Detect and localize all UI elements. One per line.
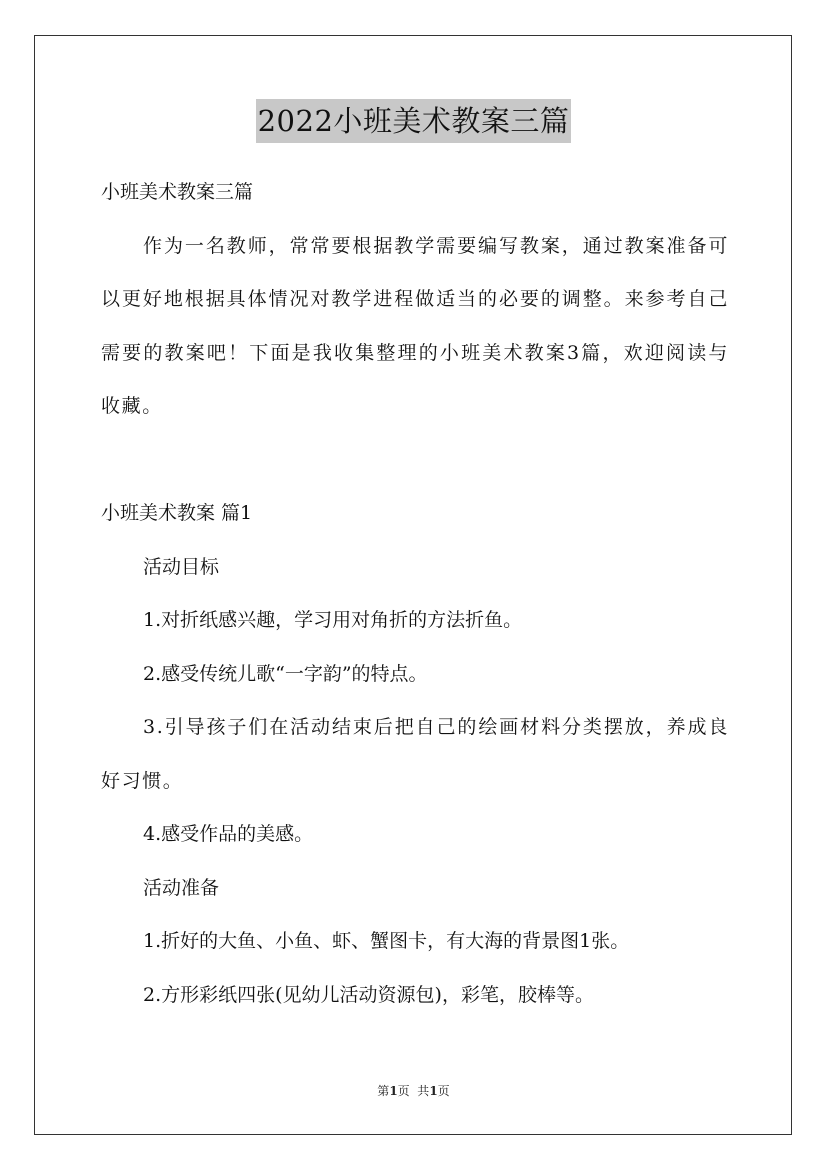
footer-page-mid: 页 共	[397, 1084, 430, 1098]
document-subtitle: 小班美术教案三篇	[101, 181, 254, 203]
spacer	[101, 434, 729, 488]
goal-item: 3.引导孩子们在活动结束后把自己的绘画材料分类摆放，养成良好习惯。	[101, 716, 729, 792]
prep-item: 2.方形彩纸四张(见幼儿活动资源包)，彩笔，胶棒等。	[143, 983, 594, 1006]
footer-page-total: 1	[429, 1084, 438, 1098]
title-container	[0, 99, 827, 143]
prep-item: 1.折好的大鱼、小鱼、虾、蟹图卡，有大海的背景图1张。	[143, 930, 630, 952]
prep-heading: 活动准备	[143, 876, 220, 899]
document-body	[101, 166, 729, 1022]
goal-item: 2.感受传统儿歌“一字韵”的特点。	[143, 662, 428, 685]
footer-page-suffix: 页	[437, 1084, 450, 1098]
goal-item: 4.感受作品的美感。	[143, 823, 314, 845]
goals-heading: 活动目标	[143, 555, 220, 578]
section-heading: 小班美术教案 篇1	[101, 502, 253, 524]
intro-paragraph: 作为一名教师，常常要根据教学需要编写教案，通过教案准备可以更好地根据具体情况对教学进程做适当的必要的调整。来参考自己需要的教案吧！下面是我收集整理的小班美术教案3篇，欢迎阅读与收藏。	[101, 234, 729, 417]
goal-item: 1.对折纸感兴趣，学习用对角折的方法折鱼。	[143, 609, 523, 631]
page-footer	[0, 1082, 827, 1099]
footer-page-current: 1	[389, 1084, 398, 1098]
document-title: 2022小班美术教案三篇	[256, 99, 572, 143]
footer-page-prefix: 第	[377, 1084, 390, 1098]
